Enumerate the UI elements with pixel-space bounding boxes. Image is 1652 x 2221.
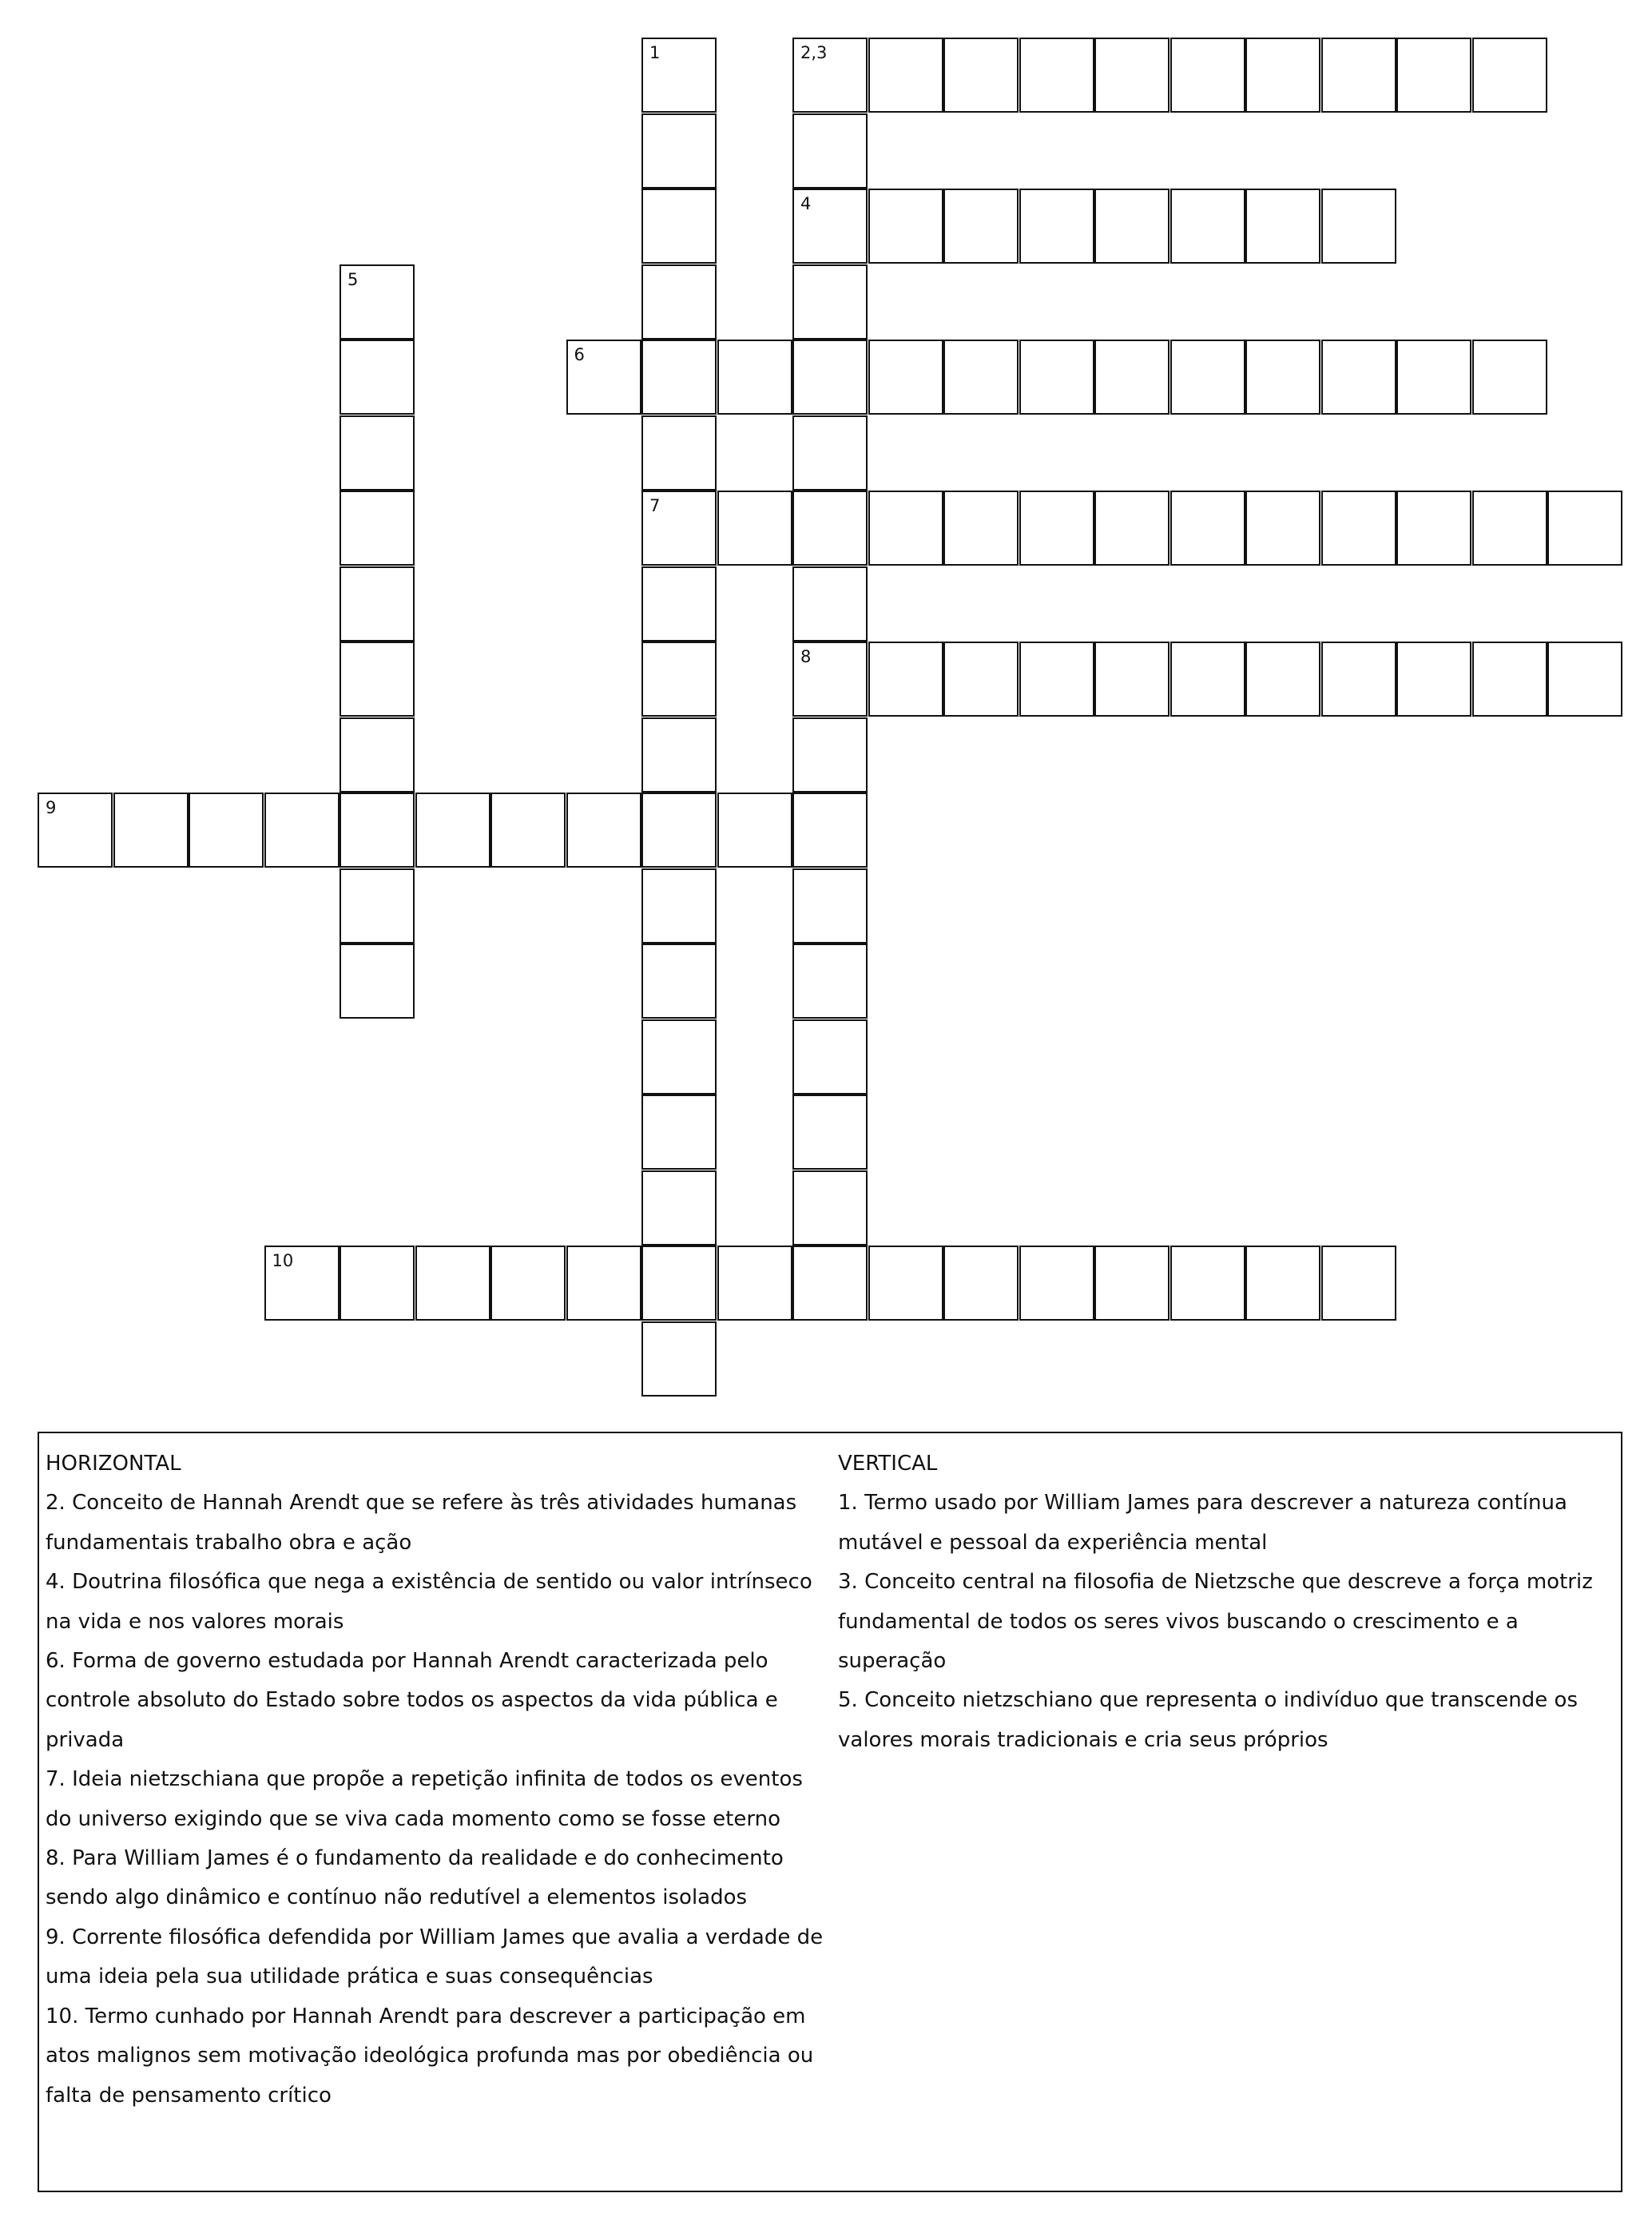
grid-cell[interactable] [1472, 642, 1547, 717]
grid-cell[interactable] [641, 1246, 717, 1321]
grid-cell[interactable] [641, 566, 717, 642]
cell-number: 6 [574, 345, 585, 364]
grid-cell[interactable] [1245, 642, 1320, 717]
grid-cell[interactable] [641, 415, 717, 491]
grid-cell[interactable] [1245, 340, 1320, 415]
grid-cell[interactable] [1094, 340, 1170, 415]
grid-cell[interactable] [641, 717, 717, 793]
grid-cell[interactable] [1547, 491, 1622, 566]
grid-cell[interactable] [1245, 38, 1320, 113]
grid-cell[interactable] [641, 38, 717, 113]
grid-cell[interactable] [1019, 38, 1094, 113]
grid-cell[interactable] [717, 1246, 792, 1321]
grid-cell[interactable] [792, 1019, 868, 1095]
grid-cell[interactable] [1245, 491, 1320, 566]
grid-cell[interactable] [868, 340, 943, 415]
grid-cell[interactable] [415, 793, 490, 868]
grid-cell[interactable] [1321, 1246, 1396, 1321]
grid-cell[interactable] [1472, 340, 1547, 415]
across-clue-7: 7. Ideia nietzschiana que propõe a repetição infinita de todos os eventos do universo exigindo que se viva cada momento como se fosse eterno [46, 1767, 803, 1831]
grid-cell[interactable] [340, 491, 415, 566]
grid-cell[interactable] [1094, 189, 1170, 264]
grid-cell[interactable] [641, 340, 717, 415]
grid-cell[interactable] [641, 944, 717, 1019]
grid-cell[interactable] [1472, 38, 1547, 113]
grid-cell[interactable] [641, 868, 717, 944]
across-clue-6: 6. Forma de governo estudada por Hannah Arendt caracterizada pelo controle absoluto do Estado sobre todos os aspectos da vida pública e privada [46, 1649, 778, 1752]
grid-cell[interactable] [868, 1246, 943, 1321]
grid-cell[interactable] [641, 1170, 717, 1246]
grid-cell[interactable] [1396, 38, 1471, 113]
grid-cell[interactable] [1019, 340, 1094, 415]
grid-cell[interactable] [792, 38, 868, 113]
grid-cell[interactable] [490, 1246, 566, 1321]
grid-cell[interactable] [868, 642, 943, 717]
grid-cell[interactable] [113, 793, 189, 868]
grid-cell[interactable] [792, 264, 868, 340]
down-heading: VERTICAL [838, 1452, 938, 1476]
grid-cell[interactable] [340, 717, 415, 793]
clues-box [38, 1432, 1622, 2192]
grid-cell[interactable] [566, 793, 641, 868]
cell-number: 9 [46, 798, 57, 817]
grid-cell[interactable] [641, 189, 717, 264]
grid-cell[interactable] [264, 793, 340, 868]
across-heading: HORIZONTAL [46, 1452, 181, 1476]
grid-cell[interactable] [641, 1019, 717, 1095]
grid-cell[interactable] [1019, 642, 1094, 717]
grid-cell[interactable] [792, 944, 868, 1019]
grid-cell[interactable] [1094, 642, 1170, 717]
grid-cell[interactable] [566, 340, 641, 415]
grid-cell[interactable] [792, 491, 868, 566]
grid-cell[interactable] [1321, 38, 1396, 113]
down-clue-1: 1. Termo usado por William James para descrever a natureza contínua mutável e pessoal da experiência mental [838, 1491, 1567, 1555]
grid-cell[interactable] [641, 1321, 717, 1397]
grid-cell[interactable] [868, 189, 943, 264]
grid-cell[interactable] [943, 38, 1019, 113]
grid-cell[interactable] [641, 113, 717, 189]
grid-cell[interactable] [189, 793, 264, 868]
cell-number: 10 [272, 1251, 294, 1270]
cell-number: 2,3 [800, 43, 828, 62]
grid-cell[interactable] [1321, 642, 1396, 717]
grid-cell[interactable] [1321, 340, 1396, 415]
across-clue-9: 9. Corrente filosófica defendida por William James que avalia a verdade de uma ideia pela sua utilidade prática e suas consequências [46, 1925, 824, 1989]
grid-cell[interactable] [340, 415, 415, 491]
cell-number: 7 [649, 496, 661, 515]
grid-cell[interactable] [717, 491, 792, 566]
grid-cell[interactable] [1396, 491, 1471, 566]
grid-cell[interactable] [792, 642, 868, 717]
grid-cell[interactable] [1094, 491, 1170, 566]
grid-cell[interactable] [1170, 189, 1245, 264]
grid-cell[interactable] [792, 1170, 868, 1246]
grid-cell[interactable] [1094, 1246, 1170, 1321]
grid-cell[interactable] [868, 491, 943, 566]
cell-number: 4 [800, 194, 812, 213]
grid-cell[interactable] [340, 868, 415, 944]
grid-cell[interactable] [641, 793, 717, 868]
grid-cell[interactable] [943, 642, 1019, 717]
grid-cell[interactable] [943, 1246, 1019, 1321]
cell-number: 1 [649, 43, 661, 62]
down-clue-5: 5. Conceito nietzschiano que representa o indivíduo que transcende os valores morais tradicionais e cria seus próprios [838, 1688, 1578, 1752]
across-clue-2: 2. Conceito de Hannah Arendt que se refere às três atividades humanas fundamentais trabalho obra e ação [46, 1491, 797, 1555]
grid-cell[interactable] [792, 113, 868, 189]
grid-cell[interactable] [264, 1246, 340, 1321]
grid-cell[interactable] [1170, 642, 1245, 717]
grid-cell[interactable] [1396, 340, 1471, 415]
grid-cell[interactable] [792, 1246, 868, 1321]
grid-cell[interactable] [1245, 189, 1320, 264]
grid-cell[interactable] [792, 717, 868, 793]
grid-cell[interactable] [340, 264, 415, 340]
grid-cell[interactable] [792, 189, 868, 264]
grid-cell[interactable] [1321, 189, 1396, 264]
across-clue-8: 8. Para William James é o fundamento da realidade e do conhecimento sendo algo dinâmico e contínuo não redutível a elementos isolados [46, 1846, 784, 1910]
grid-cell[interactable] [1170, 340, 1245, 415]
grid-cell[interactable] [792, 793, 868, 868]
grid-cell[interactable] [792, 415, 868, 491]
grid-cell[interactable] [340, 642, 415, 717]
grid-cell[interactable] [1170, 38, 1245, 113]
cell-number: 8 [800, 647, 812, 666]
grid-cell[interactable] [340, 566, 415, 642]
grid-cell[interactable] [943, 340, 1019, 415]
grid-cell[interactable] [340, 1246, 415, 1321]
grid-cell[interactable] [717, 793, 792, 868]
grid-cell[interactable] [943, 491, 1019, 566]
grid-cell[interactable] [868, 38, 943, 113]
grid-cell[interactable] [641, 642, 717, 717]
grid-cell[interactable] [792, 868, 868, 944]
grid-cell[interactable] [1547, 642, 1622, 717]
grid-cell[interactable] [1321, 491, 1396, 566]
grid-cell[interactable] [340, 944, 415, 1019]
grid-cell[interactable] [641, 491, 717, 566]
across-clues [46, 1444, 832, 2116]
cell-number: 5 [347, 269, 359, 289]
grid-cell[interactable] [943, 189, 1019, 264]
grid-cell[interactable] [415, 1246, 490, 1321]
across-clue-10: 10. Termo cunhado por Hannah Arendt para descrever a participação em atos malignos sem motivação ideológica profunda mas por obediência ou falta de pensamento crítico [46, 2004, 814, 2108]
grid-cell[interactable] [1094, 38, 1170, 113]
grid-cell[interactable] [1396, 642, 1471, 717]
grid-cell[interactable] [792, 1095, 868, 1170]
grid-cell[interactable] [490, 793, 566, 868]
grid-cell[interactable] [340, 793, 415, 868]
grid-cell[interactable] [1019, 189, 1094, 264]
grid-cell[interactable] [340, 340, 415, 415]
grid-cell[interactable] [566, 1246, 641, 1321]
grid-cell[interactable] [717, 340, 792, 415]
grid-cell[interactable] [1170, 1246, 1245, 1321]
grid-cell[interactable] [641, 264, 717, 340]
grid-cell[interactable] [792, 566, 868, 642]
grid-cell[interactable] [1019, 1246, 1094, 1321]
grid-cell[interactable] [1170, 491, 1245, 566]
grid-cell[interactable] [1245, 1246, 1320, 1321]
down-clue-3: 3. Conceito central na filosofia de Nietzsche que descreve a força motriz fundamental de todos os seres vivos buscando o crescimento e a superação [838, 1570, 1593, 1674]
grid-cell[interactable] [1472, 491, 1547, 566]
grid-cell[interactable] [38, 793, 113, 868]
grid-cell[interactable] [641, 1095, 717, 1170]
grid-cell[interactable] [792, 340, 868, 415]
down-clues [838, 1444, 1617, 1760]
across-clue-4: 4. Doutrina filosófica que nega a existência de sentido ou valor intrínseco na vida e nos valores morais [46, 1570, 812, 1634]
grid-cell[interactable] [1019, 491, 1094, 566]
